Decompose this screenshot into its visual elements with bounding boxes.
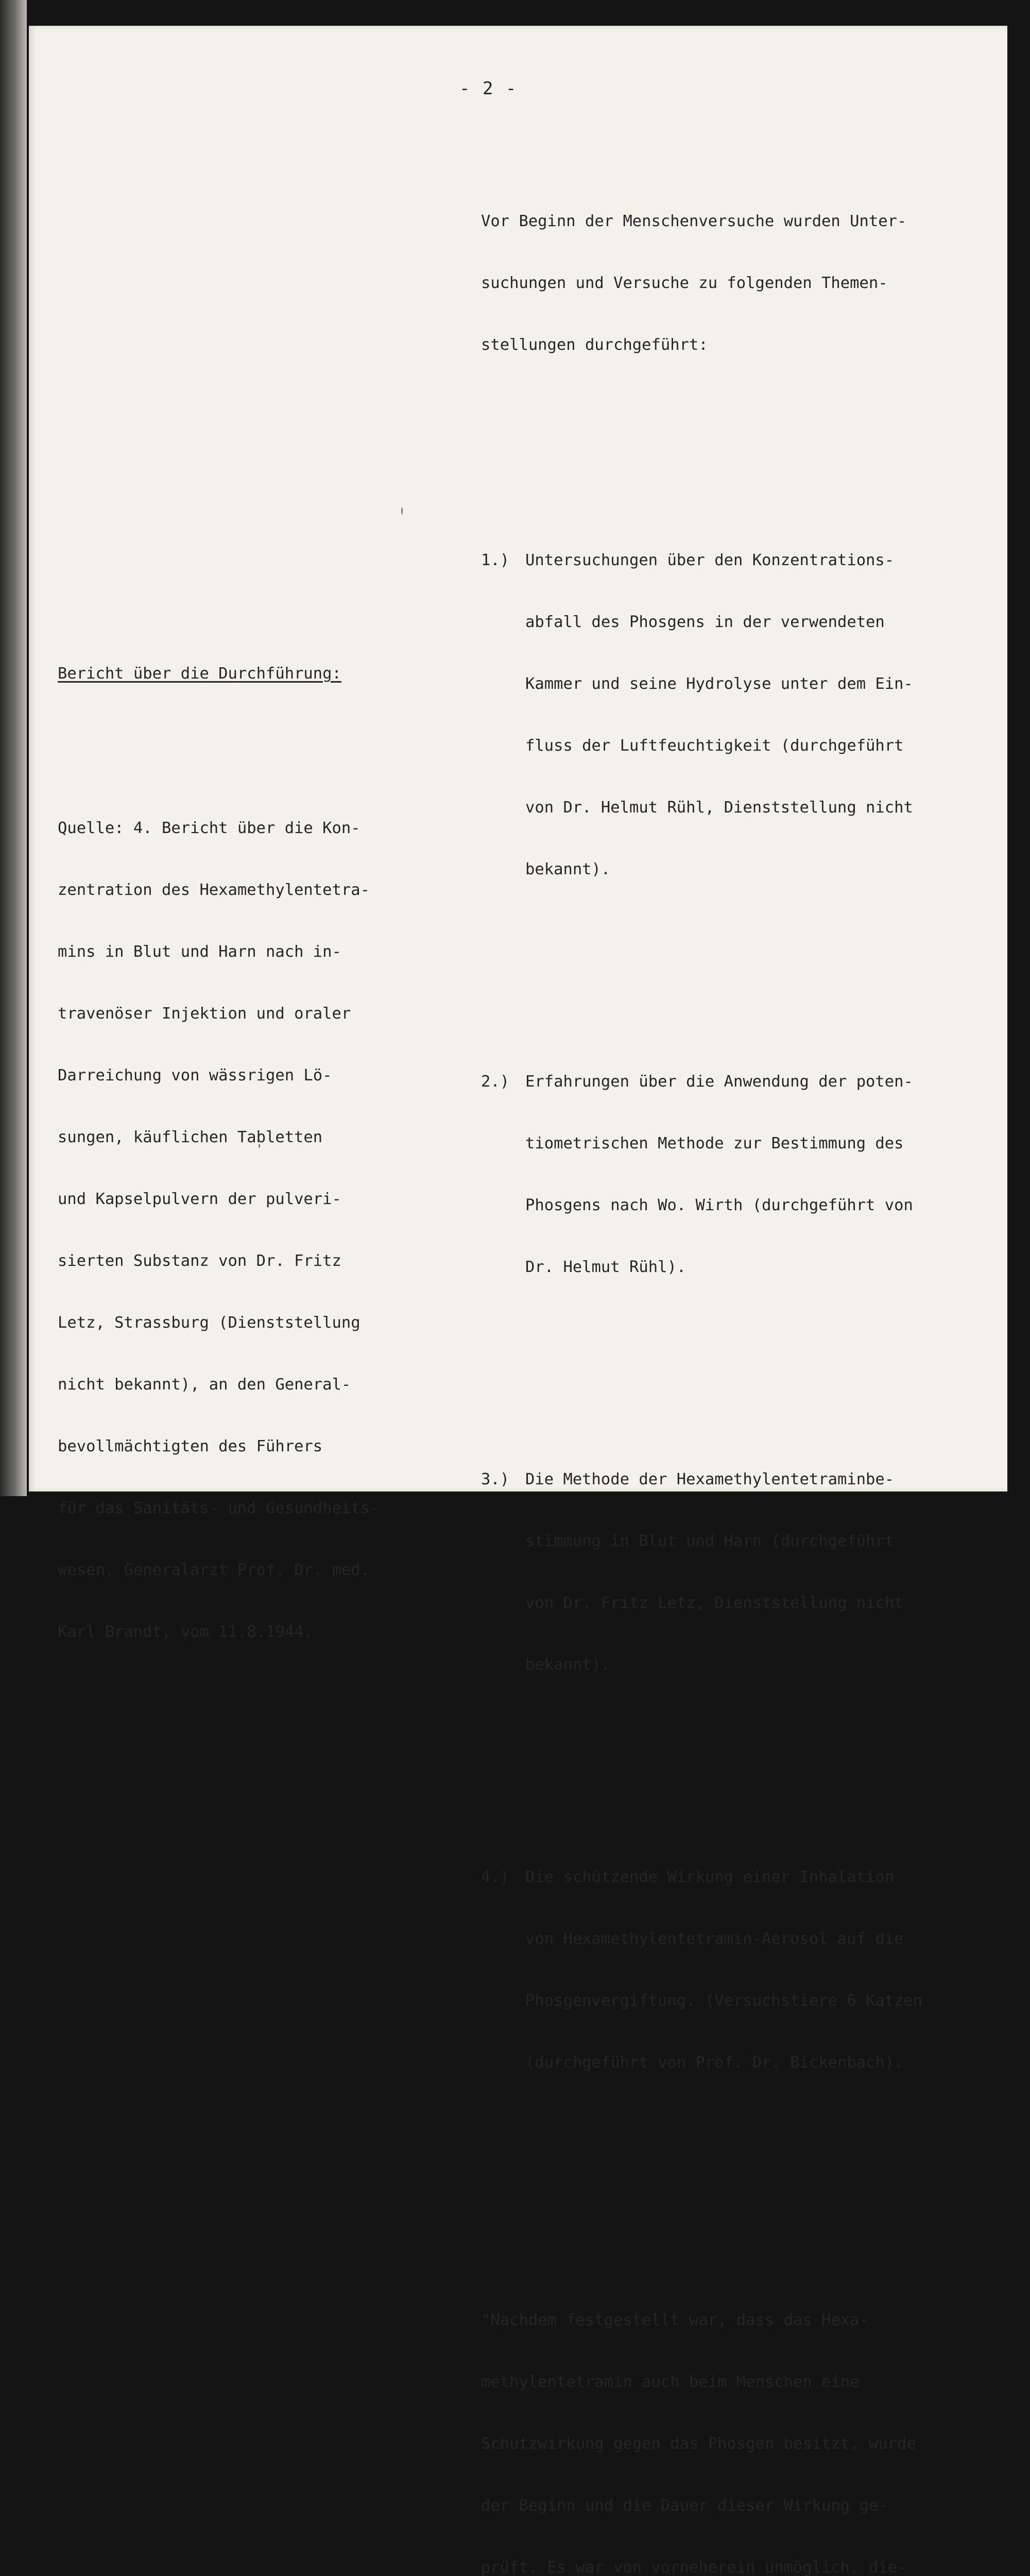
text-line: stimmung in Blut und Harn (durchgeführt: [525, 1532, 895, 1550]
text-line: fluss der Luftfeuchtigkeit (durchgeführt: [525, 737, 904, 755]
spacer: [481, 438, 1006, 447]
paper-speck: [401, 507, 403, 515]
text-line: für das Sanitäts- und Gesundheits-: [58, 1499, 380, 1517]
text-line: der Beginn und die Dauer dieser Wirkung ge-: [481, 2497, 888, 2515]
text-line: bevollmächtigten des Führers: [58, 1437, 323, 1455]
text-line: abfall des Phosgens in der verwendeten: [525, 613, 885, 631]
text-line: Erfahrungen über die Anwendung der poten-: [525, 1073, 913, 1091]
text-line: methylentetramin auch beim Menschen eine: [481, 2373, 860, 2391]
numbered-item-4: [481, 1826, 1006, 2114]
text-line: Die Methode der Hexamethylentetraminbe-: [525, 1470, 895, 1488]
text-line: prüft. Es war von vorneherein unmöglich, die-: [481, 2558, 907, 2576]
text-line: tiometrischen Methode zur Bestimmung des: [525, 1134, 904, 1153]
text-line: Phosgenvergiftung. (Versuchstiere 6 Katzen: [525, 1992, 923, 2010]
intro-paragraph: [481, 170, 1006, 397]
main-column: [481, 129, 1006, 2576]
item-number: 4.): [481, 1868, 510, 1886]
text-line: stellungen durchgeführt:: [481, 336, 708, 354]
text-line: sierten Substanz von Dr. Fritz: [58, 1252, 341, 1270]
numbered-item-2: [481, 1030, 1006, 1319]
text-line: bekannt).: [525, 860, 611, 878]
text-line: Phosgens nach Wo. Wirth (durchgeführt von: [525, 1196, 913, 1214]
text-line: wesen, Generalarzt Prof. Dr. med.: [58, 1561, 370, 1579]
text-line: Dr. Helmut Rühl).: [525, 1258, 686, 1276]
text-line: Karl Brandt, vom 11.8.1944.: [58, 1623, 313, 1641]
text-line: bekannt).: [525, 1656, 611, 1674]
numbered-item-1: [481, 509, 1006, 921]
spacer: [481, 2176, 1006, 2207]
text-line: Quelle: 4. Bericht über die Kon-: [58, 819, 360, 837]
quote-paragraph-1: [481, 2269, 1006, 2576]
item-number: 3.): [481, 1470, 510, 1488]
text-line: mins in Blut und Harn nach in-: [58, 943, 341, 961]
text-line: nicht bekannt), an den General-: [58, 1376, 351, 1394]
text-line: Untersuchungen über den Konzentrations-: [525, 551, 895, 569]
text-line: von Dr. Helmut Rühl, Dienststellung nicht: [525, 799, 913, 817]
sidebar-column: [58, 622, 449, 1704]
sidebar-heading: Bericht über die Durchführung:: [58, 665, 341, 683]
text-line: Darreichung von wässrigen Lö-: [58, 1066, 332, 1084]
text-line: Die schützende Wirkung einer Inhalation: [525, 1868, 895, 1886]
text-line: "Nachdem festgestellt war, dass das Hexa-: [481, 2311, 869, 2329]
text-line: Letz, Strassburg (Dienststellung: [58, 1314, 360, 1332]
item-number: 1.): [481, 551, 510, 569]
text-line: travenöser Injektion und oraler: [58, 1005, 351, 1023]
text-line: (durchgeführt von Prof. Dr. Bickenbach).: [525, 2054, 904, 2072]
page-number: - 2 -: [459, 78, 518, 99]
spacer: [481, 1360, 1006, 1366]
text-line: Vor Beginn der Menschenversuche wurden Unter-: [481, 212, 907, 230]
spacer: [58, 725, 449, 736]
item-number: 2.): [481, 1073, 510, 1091]
text-line: Kammer und seine Hydrolyse unter dem Ein-: [525, 675, 913, 693]
text-line: sungen, käuflichen Tabletten: [58, 1128, 323, 1146]
text-line: von Hexamethylentetramin-Aerosol auf die: [525, 1930, 904, 1948]
text-line: suchungen und Versuche zu folgenden Themen-: [481, 274, 888, 292]
text-line: zentration des Hexamethylentetra-: [58, 881, 370, 899]
spacer: [481, 1758, 1006, 1764]
binding-edge: [0, 0, 27, 1496]
text-line: von Dr. Fritz Letz, Dienststellung nicht: [525, 1594, 904, 1612]
sidebar-source: [58, 777, 449, 1684]
numbered-item-3: [481, 1428, 1006, 1717]
spacer: [481, 962, 1006, 969]
text-line: Schutzwirkung gegen das Phosgen besitzt, wurde: [481, 2435, 916, 2453]
text-line: und Kapselpulvern der pulveri-: [58, 1190, 341, 1208]
